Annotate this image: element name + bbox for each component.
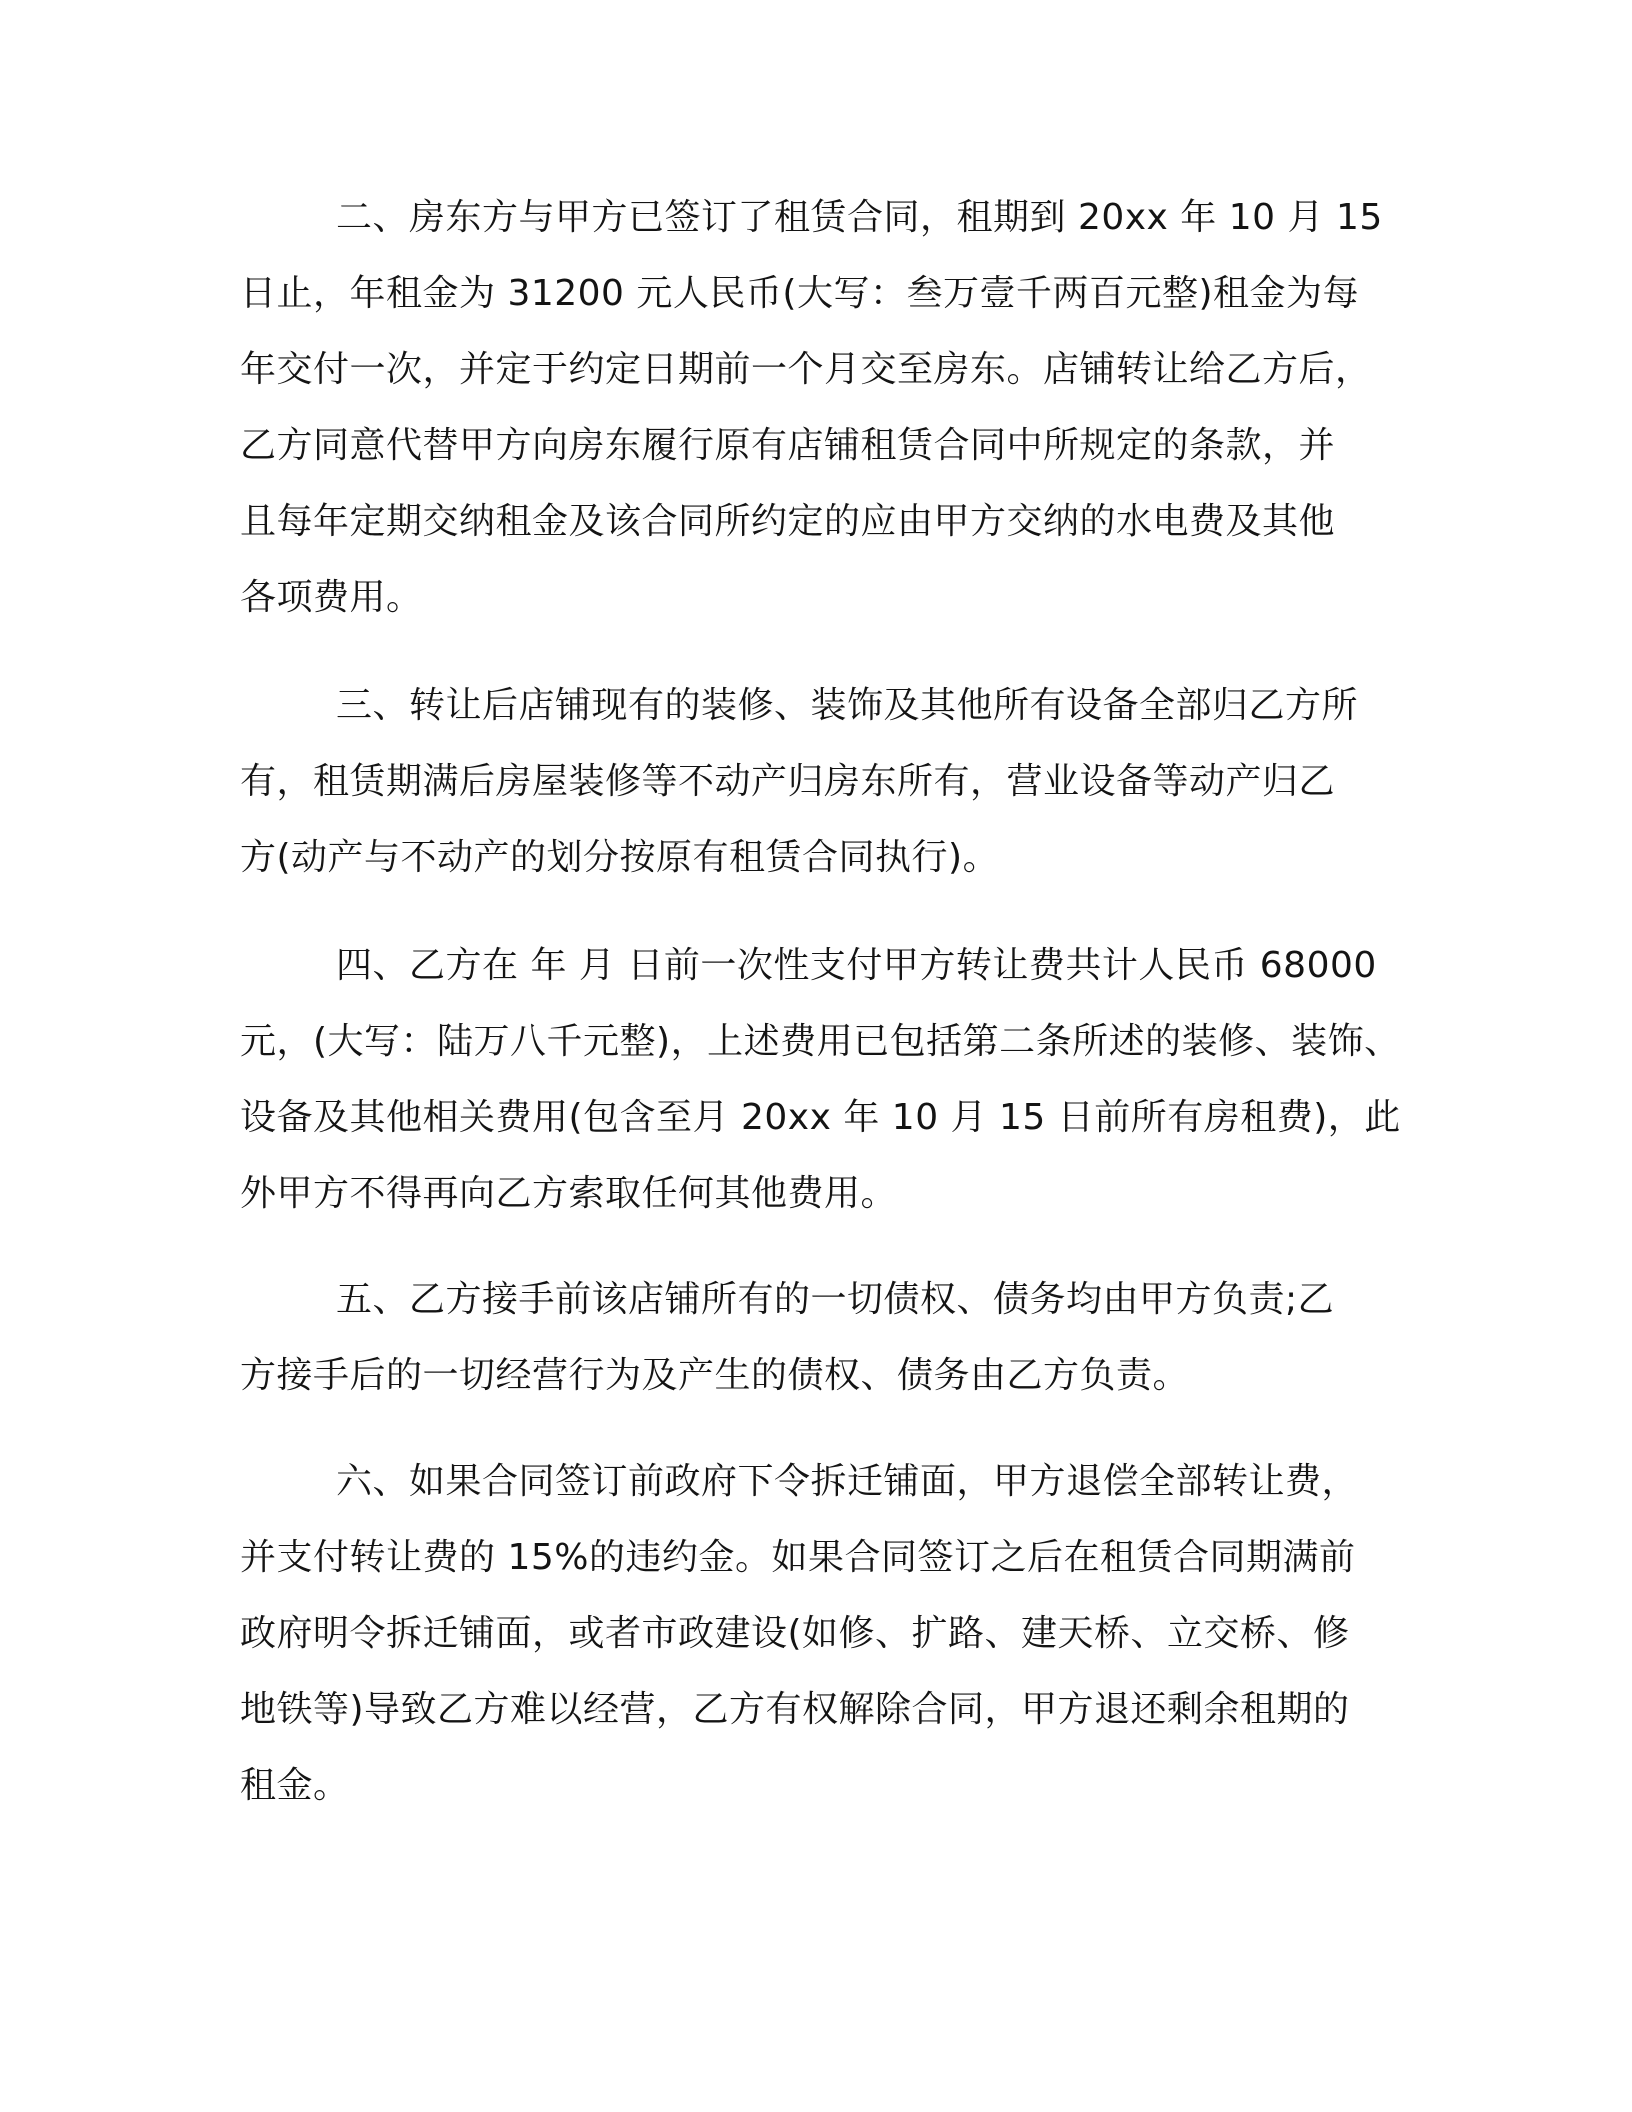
clause-4-line-4: 外甲方不得再向乙方索取任何其他费用。 xyxy=(240,1173,898,1214)
clause-4-line-1: 四、乙方在 年 月 日前一次性支付甲方转让费共计人民币 68000 xyxy=(336,945,1377,986)
clause-2-paragraph xyxy=(240,180,1420,636)
clause-6-line-2: 并支付转让费的 15%的违约金。如果合同签订之后在租赁合同期满前 xyxy=(240,1537,1356,1578)
clause-6-line-4: 地铁等)导致乙方难以经营，乙方有权解除合同，甲方退还剩余租期的 xyxy=(240,1689,1350,1730)
clause-2-line-3: 年交付一次，并定于约定日期前一个月交至房东。店铺转让给乙方后， xyxy=(240,349,1372,390)
clause-5-line-2: 方接手后的一切经营行为及产生的债权、债务由乙方负责。 xyxy=(240,1355,1190,1396)
clause-6-line-1: 六、如果合同签订前政府下令拆迁铺面，甲方退偿全部转让费， xyxy=(336,1461,1359,1502)
clause-5-line-1: 五、乙方接手前该店铺所有的一切债权、债务均由甲方负责;乙 xyxy=(336,1279,1335,1320)
clause-3-line-2: 有，租赁期满后房屋装修等不动产归房东所有，营业设备等动产归乙 xyxy=(240,761,1336,802)
clause-2-line-2: 日止，年租金为 31200 元人民币(大写：叁万壹千两百元整)租金为每 xyxy=(240,273,1359,314)
clause-4-paragraph xyxy=(240,928,1420,1232)
clause-2-line-6: 各项费用。 xyxy=(240,577,423,618)
clause-5-paragraph xyxy=(240,1262,1420,1414)
clause-6-line-3: 政府明令拆迁铺面，或者市政建设(如修、扩路、建天桥、立交桥、修 xyxy=(240,1613,1350,1654)
clause-4-line-3: 设备及其他相关费用(包含至月 20xx 年 10 月 15 日前所有房租费)，此 xyxy=(240,1097,1401,1138)
clause-4-line-2: 元，(大写：陆万八千元整)，上述费用已包括第二条所述的装修、装饰、 xyxy=(240,1021,1401,1062)
clause-2-line-4: 乙方同意代替甲方向房东履行原有店铺租赁合同中所规定的条款，并 xyxy=(240,425,1336,466)
clause-6-line-5: 租金。 xyxy=(240,1765,350,1806)
clause-3-paragraph xyxy=(240,668,1420,896)
clause-3-line-3: 方(动产与不动产的划分按原有租赁合同执行)。 xyxy=(240,837,1000,878)
clause-3-line-1: 三、转让后店铺现有的装修、装饰及其他所有设备全部归乙方所 xyxy=(336,685,1359,726)
clause-2-line-1: 二、房东方与甲方已签订了租赁合同，租期到 20xx 年 10 月 15 xyxy=(336,197,1383,238)
clause-2-line-5: 且每年定期交纳租金及该合同所约定的应由甲方交纳的水电费及其他 xyxy=(240,501,1336,542)
clause-6-paragraph xyxy=(240,1444,1420,1824)
